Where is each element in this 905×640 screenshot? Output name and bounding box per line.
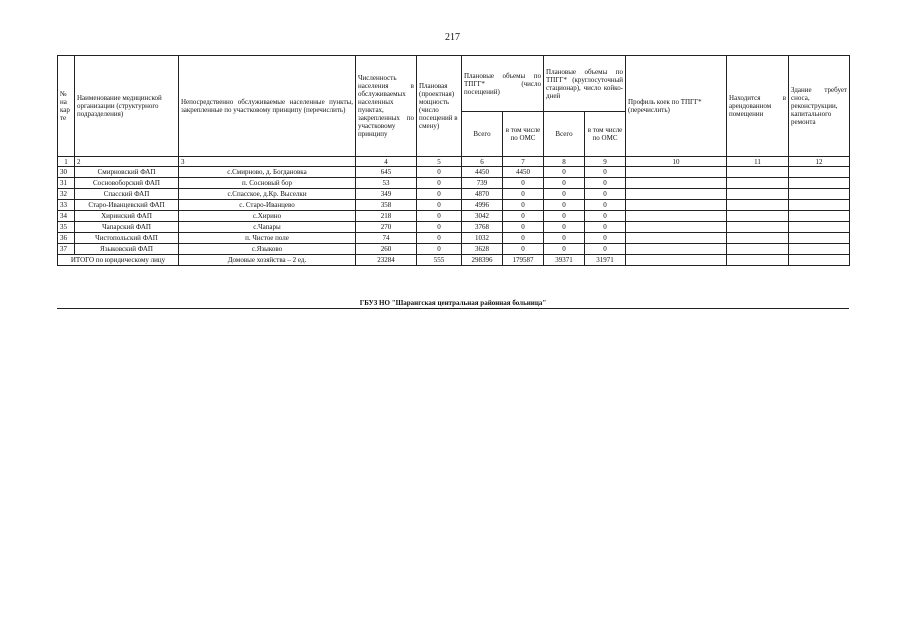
empty-cell xyxy=(626,200,727,211)
header-bed-profile: Профиль коек по ТПГГ* (перечислить) xyxy=(626,56,727,157)
total-row xyxy=(58,255,850,266)
column-number: 9 xyxy=(585,157,626,167)
column-number: 10 xyxy=(626,157,727,167)
cell-v7: 0 xyxy=(503,189,544,200)
cell-v9: 0 xyxy=(585,178,626,189)
cell-v6: 739 xyxy=(462,178,503,189)
empty-cell xyxy=(626,167,727,178)
cell-n: 34 xyxy=(58,211,75,222)
total-v9: 31971 xyxy=(585,255,626,266)
cell-places: с.Языково xyxy=(179,244,356,255)
empty-cell xyxy=(789,222,850,233)
cell-v8: 0 xyxy=(544,167,585,178)
cell-places: с. Старо-Иванцево xyxy=(179,200,356,211)
cell-name: Языковский ФАП xyxy=(75,244,179,255)
cell-v6: 4450 xyxy=(462,167,503,178)
header-settlements: Непосредственно обслуживаемые населенные пункты, закрепленные по участковому принципу (перечислить) xyxy=(179,56,356,157)
empty-cell xyxy=(727,189,789,200)
cell-places: п. Чистое поле xyxy=(179,233,356,244)
empty-cell xyxy=(626,189,727,200)
cell-v6: 3768 xyxy=(462,222,503,233)
cell-pop: 349 xyxy=(356,189,417,200)
cell-name: Старо-Иванцевский ФАП xyxy=(75,200,179,211)
empty-cell xyxy=(789,233,850,244)
column-number: 8 xyxy=(544,157,585,167)
cell-places: с.Чапары xyxy=(179,222,356,233)
column-number: 12 xyxy=(789,157,850,167)
empty-cell xyxy=(789,189,850,200)
total-label: ИТОГО по юридическому лицу xyxy=(58,255,179,266)
cell-cap: 0 xyxy=(417,222,462,233)
cell-n: 37 xyxy=(58,244,75,255)
empty-cell xyxy=(727,222,789,233)
cell-cap: 0 xyxy=(417,211,462,222)
header-renovation: Здание требует сноса, реконструкции, капитального ремонта xyxy=(789,56,850,157)
column-number: 4 xyxy=(356,157,417,167)
cell-v6: 3042 xyxy=(462,211,503,222)
cell-v9: 0 xyxy=(585,200,626,211)
cell-v9: 0 xyxy=(585,233,626,244)
cell-n: 30 xyxy=(58,167,75,178)
cell-pop: 260 xyxy=(356,244,417,255)
cell-v9: 0 xyxy=(585,211,626,222)
cell-pop: 74 xyxy=(356,233,417,244)
cell-v8: 0 xyxy=(544,233,585,244)
cell-cap: 0 xyxy=(417,200,462,211)
header-bed-days: Плановые объемы по ТПГГ* (круглосуточный стационар), число койко-дней xyxy=(544,56,626,112)
empty-cell xyxy=(626,211,727,222)
empty-cell xyxy=(626,244,727,255)
empty-cell xyxy=(727,167,789,178)
empty-cell xyxy=(626,255,727,266)
empty-cell xyxy=(789,200,850,211)
empty-cell xyxy=(789,178,850,189)
column-number: 2 xyxy=(75,157,179,167)
total-v7: 179587 xyxy=(503,255,544,266)
cell-v7: 0 xyxy=(503,222,544,233)
cell-v9: 0 xyxy=(585,167,626,178)
total-v8: 39371 xyxy=(544,255,585,266)
organization-title: ГБУЗ НО "Шарангская центральная районная больница" xyxy=(359,299,547,307)
cell-n: 31 xyxy=(58,178,75,189)
empty-cell xyxy=(789,167,850,178)
cell-cap: 0 xyxy=(417,178,462,189)
cell-v6: 1032 xyxy=(462,233,503,244)
cell-name: Сосновоборский ФАП xyxy=(75,178,179,189)
page-number: 217 xyxy=(445,32,460,43)
cell-n: 32 xyxy=(58,189,75,200)
subheader-beds-total: Всего xyxy=(544,112,585,157)
cell-v7: 4450 xyxy=(503,167,544,178)
facilities-table xyxy=(57,55,850,266)
cell-pop: 645 xyxy=(356,167,417,178)
cell-name: Хиринский ФАП xyxy=(75,211,179,222)
cell-places: с.Смирново, д. Богдановка xyxy=(179,167,356,178)
cell-cap: 0 xyxy=(417,233,462,244)
column-number: 1 xyxy=(58,157,75,167)
column-number: 6 xyxy=(462,157,503,167)
cell-cap: 0 xyxy=(417,244,462,255)
column-number: 3 xyxy=(179,157,356,167)
cell-name: Смирновский ФАП xyxy=(75,167,179,178)
cell-pop: 358 xyxy=(356,200,417,211)
header-population: Численность населения в обслуживаемых населенных пунктах, закрепленных по участковому принципу xyxy=(356,56,417,157)
cell-n: 33 xyxy=(58,200,75,211)
cell-v7: 0 xyxy=(503,211,544,222)
cell-places: с.Хирино xyxy=(179,211,356,222)
cell-n: 35 xyxy=(58,222,75,233)
cell-v9: 0 xyxy=(585,189,626,200)
empty-cell xyxy=(626,178,727,189)
cell-v7: 0 xyxy=(503,200,544,211)
cell-v8: 0 xyxy=(544,222,585,233)
footer-rule xyxy=(57,308,849,309)
table-row xyxy=(58,233,850,244)
table-row xyxy=(58,189,850,200)
empty-cell xyxy=(727,233,789,244)
cell-v8: 0 xyxy=(544,211,585,222)
cell-n: 36 xyxy=(58,233,75,244)
total-places: Домовые хозяйства – 2 ед. xyxy=(179,255,356,266)
subheader-visits-oms: в том числе по ОМС xyxy=(503,112,544,157)
header-rented: Находится в арендованном помещении xyxy=(727,56,789,157)
header-organization: Наименование медицинской организации (структурного подразделения) xyxy=(75,56,179,157)
cell-v8: 0 xyxy=(544,244,585,255)
column-number: 11 xyxy=(727,157,789,167)
cell-v7: 0 xyxy=(503,233,544,244)
table-row xyxy=(58,211,850,222)
cell-pop: 53 xyxy=(356,178,417,189)
empty-cell xyxy=(789,211,850,222)
empty-cell xyxy=(727,211,789,222)
subheader-visits-total: Всего xyxy=(462,112,503,157)
empty-cell xyxy=(626,233,727,244)
empty-cell xyxy=(789,244,850,255)
cell-v8: 0 xyxy=(544,200,585,211)
subheader-beds-oms: в том числе по ОМС xyxy=(585,112,626,157)
empty-cell xyxy=(626,222,727,233)
table-row xyxy=(58,167,850,178)
cell-cap: 0 xyxy=(417,189,462,200)
cell-v9: 0 xyxy=(585,244,626,255)
cell-v6: 4996 xyxy=(462,200,503,211)
total-pop: 23284 xyxy=(356,255,417,266)
empty-cell xyxy=(727,200,789,211)
cell-name: Спасский ФАП xyxy=(75,189,179,200)
cell-v9: 0 xyxy=(585,222,626,233)
empty-cell xyxy=(727,255,789,266)
header-number: № на кар те xyxy=(58,56,75,157)
header-visits: Плановые объемы по ТПГГ* (число посещений) xyxy=(462,56,544,112)
cell-places: с.Спасское, д.Кр. Выселки xyxy=(179,189,356,200)
table-row xyxy=(58,200,850,211)
column-number: 7 xyxy=(503,157,544,167)
empty-cell xyxy=(789,255,850,266)
total-cap: 555 xyxy=(417,255,462,266)
column-number: 5 xyxy=(417,157,462,167)
cell-v6: 3628 xyxy=(462,244,503,255)
cell-name: Чистопольский ФАП xyxy=(75,233,179,244)
cell-v8: 0 xyxy=(544,189,585,200)
empty-cell xyxy=(727,244,789,255)
table-row xyxy=(58,222,850,233)
cell-pop: 218 xyxy=(356,211,417,222)
table-row xyxy=(58,178,850,189)
cell-places: п. Сосновый бор xyxy=(179,178,356,189)
header-capacity: Плановая (проектная) мощность (число посещений в смену) xyxy=(417,56,462,157)
cell-pop: 270 xyxy=(356,222,417,233)
table-row xyxy=(58,244,850,255)
cell-v7: 0 xyxy=(503,244,544,255)
cell-name: Чапарский ФАП xyxy=(75,222,179,233)
cell-cap: 0 xyxy=(417,167,462,178)
cell-v6: 4870 xyxy=(462,189,503,200)
cell-v7: 0 xyxy=(503,178,544,189)
column-numbers-row xyxy=(58,157,850,167)
empty-cell xyxy=(727,178,789,189)
cell-v8: 0 xyxy=(544,178,585,189)
total-v6: 298396 xyxy=(462,255,503,266)
